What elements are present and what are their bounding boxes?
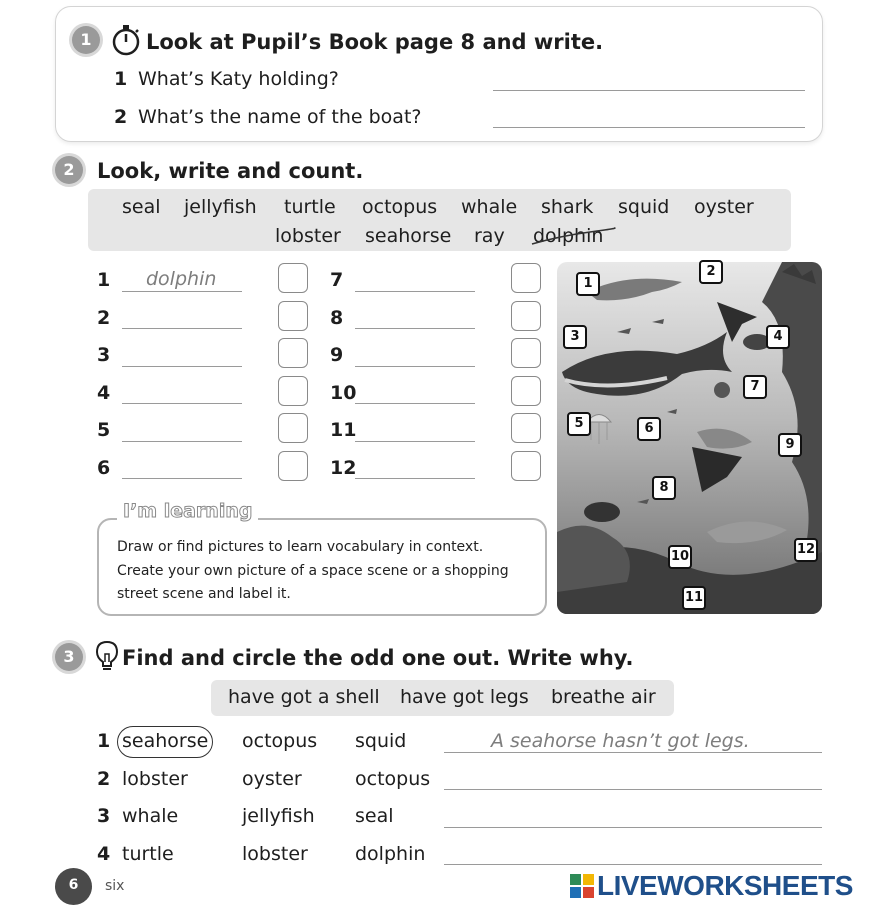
word-bank-item: whale xyxy=(461,196,518,218)
row-word[interactable]: whale xyxy=(122,805,179,827)
word-bank-item: oyster xyxy=(694,196,754,218)
row-word[interactable]: turtle xyxy=(122,843,174,865)
picture-label-7: 7 xyxy=(743,375,767,399)
item-number: 12 xyxy=(330,457,357,479)
stopwatch-icon xyxy=(111,24,141,56)
item-number: 3 xyxy=(97,344,111,366)
count-box-2[interactable] xyxy=(278,301,308,331)
answer-line-3[interactable] xyxy=(122,366,242,367)
picture-label-4: 4 xyxy=(766,325,790,349)
reason-line-4[interactable] xyxy=(444,864,822,865)
reason-line-3[interactable] xyxy=(444,827,822,828)
word-bank-item-crossed: dolphin xyxy=(533,225,604,247)
answer-line-6[interactable] xyxy=(122,478,242,479)
answer-line-1[interactable] xyxy=(122,291,242,292)
learning-text: Draw or find pictures to learn vocabulary in context. Create your own picture of a space scene or a shopping street scene and label it. xyxy=(117,539,509,602)
row-word[interactable]: seahorse xyxy=(122,730,209,752)
word-bank-item: ray xyxy=(474,225,505,247)
picture-label-10: 10 xyxy=(668,545,692,569)
question-number: 1 xyxy=(114,68,128,90)
ex1-question-1 xyxy=(114,68,339,90)
question-text: What’s Katy holding? xyxy=(138,68,339,90)
count-box-11[interactable] xyxy=(511,413,541,443)
exercise-2-title: Look, write and count. xyxy=(97,159,364,183)
page-word: six xyxy=(105,878,125,894)
exercise-1-title: Look at Pupil’s Book page 8 and write. xyxy=(146,30,604,54)
option-item: have got a shell xyxy=(228,686,380,708)
liveworksheets-logo-icon xyxy=(570,874,594,898)
page-number: 6 xyxy=(68,877,79,893)
row-word[interactable]: octopus xyxy=(355,768,431,790)
count-box-6[interactable] xyxy=(278,451,308,481)
answer-line-7[interactable] xyxy=(355,291,475,292)
word-bank-item: seahorse xyxy=(365,225,452,247)
ex1-answer-line-2[interactable] xyxy=(493,127,805,128)
row-number: 4 xyxy=(97,843,111,865)
question-text: What’s the name of the boat? xyxy=(138,106,422,128)
word-bank-item: squid xyxy=(618,196,670,218)
count-box-7[interactable] xyxy=(511,263,541,293)
picture-label-1: 1 xyxy=(576,272,600,296)
example-answer: dolphin xyxy=(146,268,217,290)
item-number: 1 xyxy=(97,269,111,291)
option-item: have got legs xyxy=(400,686,529,708)
count-box-12[interactable] xyxy=(511,451,541,481)
picture-label-8: 8 xyxy=(652,476,676,500)
reason-line-2[interactable] xyxy=(444,789,822,790)
count-box-4[interactable] xyxy=(278,376,308,406)
example-reason: A seahorse hasn’t got legs. xyxy=(491,730,750,752)
item-number: 11 xyxy=(330,419,357,441)
exercise-3-number: 3 xyxy=(55,643,83,671)
row-word[interactable]: squid xyxy=(355,730,407,752)
picture-label-2: 2 xyxy=(699,260,723,284)
row-word[interactable]: octopus xyxy=(242,730,318,752)
count-box-10[interactable] xyxy=(511,376,541,406)
count-box-8[interactable] xyxy=(511,301,541,331)
answer-line-11[interactable] xyxy=(355,441,475,442)
strikethrough-mark xyxy=(530,226,616,248)
picture-label-11: 11 xyxy=(682,586,706,610)
learning-title: I’m learning xyxy=(117,500,258,522)
row-word[interactable]: lobster xyxy=(242,843,308,865)
picture-label-9: 9 xyxy=(778,433,802,457)
answer-line-5[interactable] xyxy=(122,441,242,442)
word-bank-item: jellyfish xyxy=(184,196,257,218)
answer-line-10[interactable] xyxy=(355,403,475,404)
item-number: 5 xyxy=(97,419,111,441)
picture-label-3: 3 xyxy=(563,325,587,349)
ex1-question-2 xyxy=(114,106,421,128)
row-number: 3 xyxy=(97,805,111,827)
answer-line-4[interactable] xyxy=(122,403,242,404)
answer-line-9[interactable] xyxy=(355,366,475,367)
item-number: 2 xyxy=(97,307,111,329)
word-bank-item: octopus xyxy=(362,196,438,218)
row-number: 2 xyxy=(97,768,111,790)
exercise-2-number: 2 xyxy=(55,156,83,184)
count-box-5[interactable] xyxy=(278,413,308,443)
lightbulb-icon xyxy=(95,640,119,672)
picture-label-6: 6 xyxy=(637,417,661,441)
row-word[interactable]: seal xyxy=(355,805,394,827)
question-number: 2 xyxy=(114,106,128,128)
liveworksheets-brand: LIVEWORKSHEETS xyxy=(597,870,853,901)
reason-line-1[interactable] xyxy=(444,752,822,753)
row-word[interactable]: dolphin xyxy=(355,843,426,865)
count-box-3[interactable] xyxy=(278,338,308,368)
item-number: 4 xyxy=(97,382,111,404)
picture-label-12: 12 xyxy=(794,538,818,562)
liveworksheets-logo xyxy=(570,872,870,902)
row-number: 1 xyxy=(97,730,111,752)
item-number: 8 xyxy=(330,307,344,329)
row-word[interactable]: jellyfish xyxy=(242,805,315,827)
word-bank-item: turtle xyxy=(284,196,336,218)
row-word[interactable]: oyster xyxy=(242,768,302,790)
answer-line-2[interactable] xyxy=(122,328,242,329)
word-bank-item: seal xyxy=(122,196,161,218)
count-box-9[interactable] xyxy=(511,338,541,368)
item-number: 6 xyxy=(97,457,111,479)
exercise-1-number: 1 xyxy=(72,26,100,54)
item-number: 9 xyxy=(330,344,344,366)
exercise-3-title: Find and circle the odd one out. Write why. xyxy=(122,646,634,670)
answer-line-12[interactable] xyxy=(355,478,475,479)
ex1-answer-line-1[interactable] xyxy=(493,90,805,91)
item-number: 10 xyxy=(330,382,357,404)
option-item: breathe air xyxy=(551,686,656,708)
answer-line-8[interactable] xyxy=(355,328,475,329)
row-word[interactable]: lobster xyxy=(122,768,188,790)
picture-label-5: 5 xyxy=(567,412,591,436)
count-box-1[interactable] xyxy=(278,263,308,293)
item-number: 7 xyxy=(330,269,344,291)
word-bank-item: shark xyxy=(541,196,594,218)
word-bank-item: lobster xyxy=(275,225,341,247)
